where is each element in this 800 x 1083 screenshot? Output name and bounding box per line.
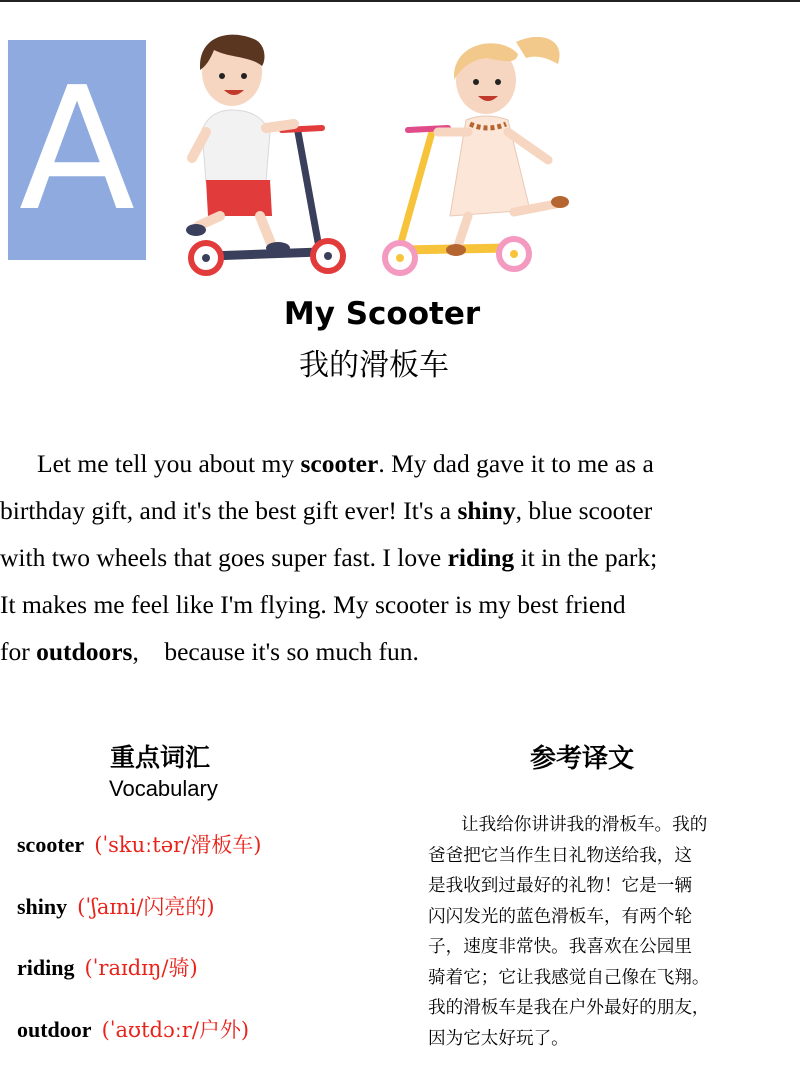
story-line: [0, 440, 800, 487]
translation-line: 爸爸把它当作生日礼物送给我，这: [428, 845, 692, 866]
vocabulary-item: [17, 1010, 397, 1072]
story-text: . My dad gave it to me as a: [378, 449, 654, 478]
translation-line: 闪闪发光的蓝色滑板车，有两个轮: [428, 906, 692, 927]
translation-line: 因为它太好玩了。: [428, 1028, 569, 1049]
top-rule: [0, 0, 800, 2]
vocabulary-heading-chinese: 重点词汇: [110, 743, 211, 772]
story-text: , blue scooter: [515, 496, 653, 525]
story-paragraph: [0, 440, 800, 675]
vocabulary-word: outdoor: [17, 1016, 92, 1042]
vocabulary-word: scooter: [17, 832, 85, 857]
story-title: My Scooter: [283, 296, 481, 332]
vocabulary-item: [17, 825, 397, 887]
vocabulary-word: riding: [17, 955, 75, 980]
kids-on-scooters-illustration: [170, 20, 590, 280]
letter-badge-text: A: [18, 51, 136, 249]
story-line: [0, 534, 800, 581]
translation-line: 是我收到过最好的礼物！它是一辆: [428, 876, 692, 896]
story-text: Let me tell you about my: [37, 449, 301, 478]
story-keyword: shiny: [457, 496, 516, 525]
story-text: it in the park;: [514, 543, 658, 572]
translation-paragraph: [428, 810, 768, 1054]
story-keyword: scooter: [300, 449, 379, 478]
story-keyword: riding: [447, 543, 515, 572]
translation-line: 子，速度非常快。我喜欢在公园里: [428, 937, 692, 957]
boy-icon: [186, 35, 294, 254]
vocabulary-item: [17, 948, 397, 1010]
vocabulary-definition: (ˈraɪdɪŋ/骑): [84, 956, 198, 980]
story-text: for: [0, 637, 37, 666]
translation-line: 我的滑板车是我在户外最好的朋友，: [428, 998, 710, 1018]
vocabulary-word: shiny: [17, 893, 68, 919]
vocabulary-definition: (ˈʃaɪni/闪亮的): [77, 894, 215, 919]
letter-badge: [8, 40, 146, 260]
story-text: with two wheels that goes super fast. I love: [0, 543, 448, 572]
story-line: [0, 581, 800, 628]
vocabulary-list: [17, 825, 397, 1071]
story-line: [0, 487, 800, 534]
vocabulary-definition: (ˈskuːtər/滑板车): [94, 833, 262, 857]
girl-icon: [438, 37, 569, 256]
vocabulary-item: [17, 887, 397, 949]
translation-line: 骑着它；它让我感觉自己像在飞翔。: [428, 967, 710, 988]
story-keyword: outdoors: [36, 637, 133, 666]
translation-line: 让我给你讲讲我的滑板车。我的: [461, 815, 708, 835]
story-text: birthday gift, and it's the best gift ever! It's a: [0, 496, 458, 525]
story-line: [0, 628, 800, 675]
vocabulary-heading: Vocabulary: [109, 776, 218, 801]
story-title-chinese: 我的滑板车: [299, 348, 449, 383]
translation-heading: 参考译文: [530, 744, 635, 774]
story-text: It makes me feel like I'm flying. My scooter is my best friend: [0, 590, 626, 619]
story-text: , because it's so much fun.: [132, 637, 419, 666]
vocabulary-definition: (ˈaʊtdɔːr/户外): [101, 1017, 250, 1042]
